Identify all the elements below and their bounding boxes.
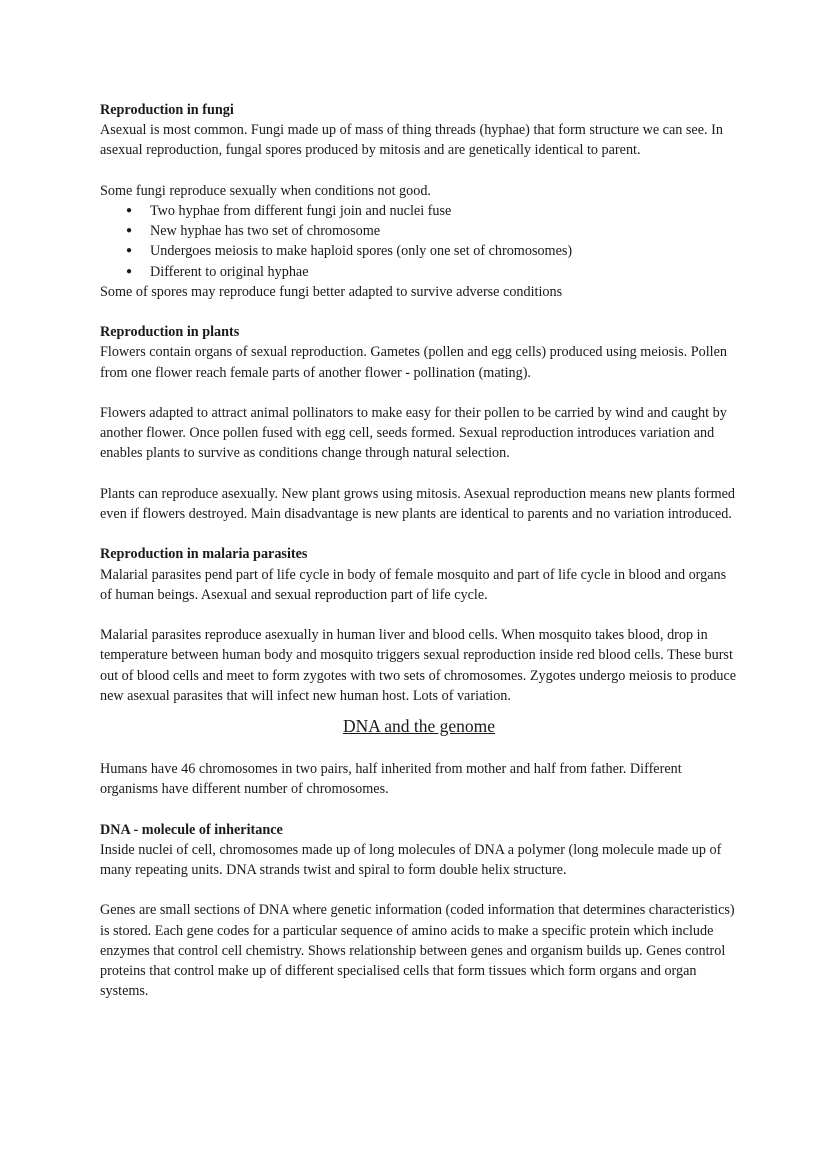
paragraph-plants-1: Flowers contain organs of sexual reproduction. Gametes (pollen and egg cells) produced using meiosis. Pollen from one flower reach female parts of another flower - pollination (mating). bbox=[100, 344, 727, 381]
section-heading-malaria: Reproduction in malaria parasites bbox=[100, 546, 308, 563]
page-title: DNA and the genome bbox=[342, 716, 496, 736]
section-heading-dna: DNA - molecule of inheritance bbox=[100, 821, 283, 838]
paragraph-dna-2: Genes are small sections of DNA where genetic information (coded information that determines characteristics) is stored. Each gene codes for a particular sequence of amino acids to make a specific protein which include enzymes that control cell chemistry. Shows relationship between genes and organism builds up. Genes control proteins that control make up of different specialised cells that form tissues which form organs and organ systems. bbox=[100, 902, 735, 1000]
list-item: ● New hyphae has two set of chromosome bbox=[100, 221, 738, 241]
paragraph-malaria-2: Malarial parasites reproduce asexually in human liver and blood cells. When mosquito takes blood, drop in temperature between human body and mosquito triggers sexual reproduction inside red blood cells. These burst out of blood cells and meet to form zygotes with two sets of chromosomes. Zygotes undergo meiosis to produce new asexual parasites that will infect new human host. Lots of variation. bbox=[100, 627, 737, 704]
list-item: ● Two hyphae from different fungi join and nuclei fuse bbox=[100, 201, 738, 221]
paragraph-plants-3: Plants can reproduce asexually. New plant grows using mitosis. Asexual reproduction means new plants formed even if flowers destroyed. Main disadvantage is new plants are identical to parents and no variation introduced. bbox=[100, 485, 736, 522]
bullet-icon: ● bbox=[126, 245, 133, 257]
bullet-icon: ● bbox=[126, 265, 133, 277]
section-heading-fungi: Reproduction in fungi bbox=[100, 102, 234, 118]
bullet-icon: ● bbox=[126, 205, 133, 216]
bullet-list-fungi bbox=[100, 201, 738, 282]
paragraph-fungi-1: Asexual is most common. Fungi made up of mass of thing threads (hyphae) that form structure we can see. In asexual reproduction, fungal spores produced by mitosis and are genetically identical to parent. bbox=[100, 122, 723, 159]
paragraph-dna-intro: Humans have 46 chromosomes in two pairs, half inherited from mother and half from father. Different organisms have different number of chromosomes. bbox=[100, 761, 682, 798]
paragraph-plants-2: Flowers adapted to attract animal pollinators to make easy for their pollen to be carried by wind and caught by another flower. Once pollen fused with egg cell, seeds formed. Sexual reproduction introduces variation and enables plants to survive as conditions change through natural selection. bbox=[100, 405, 727, 462]
bullet-icon: ● bbox=[126, 225, 133, 237]
list-item: ● Undergoes meiosis to make haploid spores (only one set of chromosomes) bbox=[100, 241, 738, 261]
section-heading-plants: Reproduction in plants bbox=[100, 324, 240, 341]
paragraph-fungi-2: Some fungi reproduce sexually when conditions not good. bbox=[100, 182, 431, 199]
paragraph-dna-1: Inside nuclei of cell, chromosomes made up of long molecules of DNA a polymer (long molecule made up of many repeating units. DNA strands twist and spiral to form double helix structure. bbox=[100, 841, 722, 878]
paragraph-malaria-1: Malarial parasites pend part of life cycle in body of female mosquito and part of life cycle in blood and organs of human beings. Asexual and sexual reproduction part of life cycle. bbox=[100, 566, 727, 603]
list-item: ● Different to original hyphae bbox=[100, 262, 738, 282]
paragraph-fungi-3: Some of spores may reproduce fungi better adapted to survive adverse conditions bbox=[100, 283, 563, 300]
